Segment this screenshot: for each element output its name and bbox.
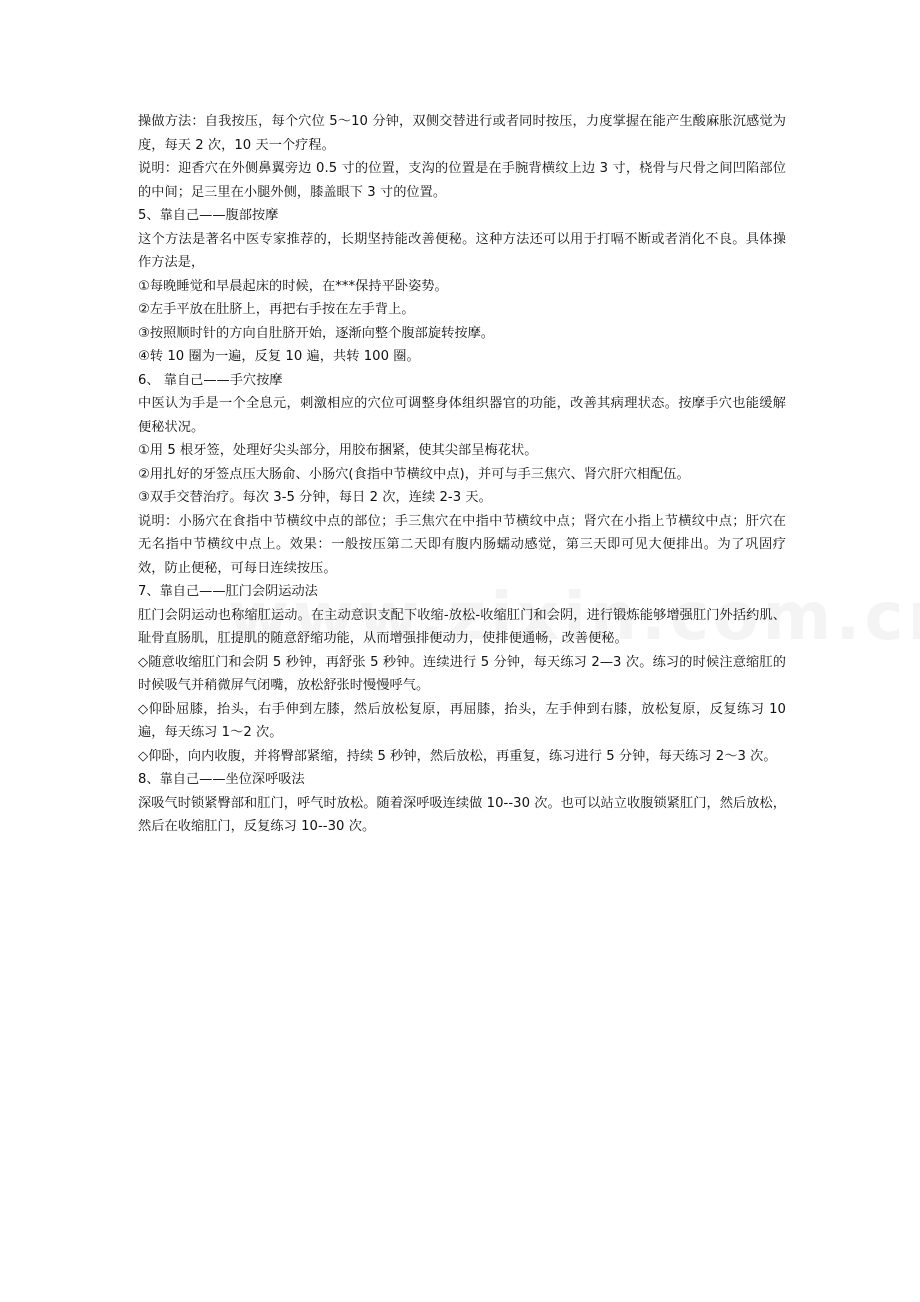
list-item: ◇仰卧，向内收腹，并将臀部紧缩，持续 5 秒钟，然后放松，再重复，练习进行 5 分钟，每天练习 2～3 次。	[138, 748, 777, 764]
list-item: ①每晚睡觉和早晨起床的时候，在***保持平卧姿势。	[138, 278, 448, 294]
list-item: ◇随意收缩肛门和会阴 5 秒钟，再舒张 5 秒钟。连续进行 5 分钟，每天练习 2—3 次。练习的时候注意缩肛的时候吸气并稍微屏气闭嘴，放松舒张时慢慢呼气。	[138, 654, 786, 693]
section-heading: 6、 靠自己——手穴按摩	[138, 372, 283, 388]
paragraph: 说明：小肠穴在食指中节横纹中点的部位；手三焦穴在中指中节横纹中点；肾穴在小指上节横纹中点；肝穴在无名指中节横纹中点上。效果：一般按压第二天即有腹内肠蠕动感觉，第三天即可见大便排出。为了巩固疗效，防止便秘，可每日连续按压。	[138, 513, 786, 576]
section-heading: 5、靠自己——腹部按摩	[138, 208, 279, 223]
list-item: ④转 10 圈为一遍，反复 10 遍，共转 100 圈。	[138, 349, 420, 364]
paragraph: 说明：迎香穴在外侧鼻翼旁边 0.5 寸的位置，支沟的位置是在手腕背横纹上边 3 寸，桡骨与尺骨之间凹陷部位的中间；足三里在小腿外侧，膝盖眼下 3 寸的位置。	[138, 161, 786, 200]
document-body	[138, 110, 786, 839]
list-item: ③按照顺时针的方向自肚脐开始，逐渐向整个腹部旋转按摩。	[138, 325, 495, 341]
paragraph: 深吸气时锁紧臀部和肛门，呼气时放松。随着深呼吸连续做 10--30 次。也可以站立收腹锁紧肛门，然后放松，然后在收缩肛门，反复练习 10--30 次。	[138, 795, 786, 834]
paragraph: 操做方法：自我按压，每个穴位 5～10 分钟，双侧交替进行或者同时按压，力度掌握在能产生酸麻胀沉感觉为度，每天 2 次，10 天一个疗程。	[138, 114, 786, 153]
list-item: ◇仰卧屈膝，抬头，右手伸到左膝，然后放松复原，再屈膝，抬头，左手伸到右膝，放松复原，反复练习 10 遍，每天练习 1～2 次。	[138, 701, 786, 740]
list-item: ③双手交替治疗。每次 3-5 分钟，每日 2 次，连续 2-3 天。	[138, 490, 492, 505]
list-item: ②用扎好的牙签点压大肠俞、小肠穴(食指中节横纹中点)，并可与手三焦穴、肾穴肝穴相配伍。	[138, 466, 690, 482]
paragraph: 中医认为手是一个全息元，刺激相应的穴位可调整身体组织器官的功能，改善其病理状态。按摩手穴也能缓解便秘状况。	[138, 396, 786, 435]
list-item: ①用 5 根牙签，处理好尖头部分，用胶布捆紧，使其尖部呈梅花状。	[138, 443, 538, 458]
section-heading: 8、靠自己——坐位深呼吸法	[138, 772, 305, 787]
section-heading: 7、靠自己——肛门会阴运动法	[138, 584, 318, 599]
paragraph: 这个方法是著名中医专家推荐的，长期坚持能改善便秘。这种方法还可以用于打嗝不断或者消化不良。具体操作方法是，	[138, 231, 786, 270]
paragraph: 肛门会阴运动也称缩肛运动。在主动意识支配下收缩-放松-收缩肛门和会阴，进行锻炼能够增强肛门外括约肌、耻骨直肠肌，肛提肌的随意舒缩功能，从而增强排便动力，使排便通畅，改善便秘。	[138, 607, 786, 646]
list-item: ②左手平放在肚脐上，再把右手按在左手背上。	[138, 302, 415, 317]
